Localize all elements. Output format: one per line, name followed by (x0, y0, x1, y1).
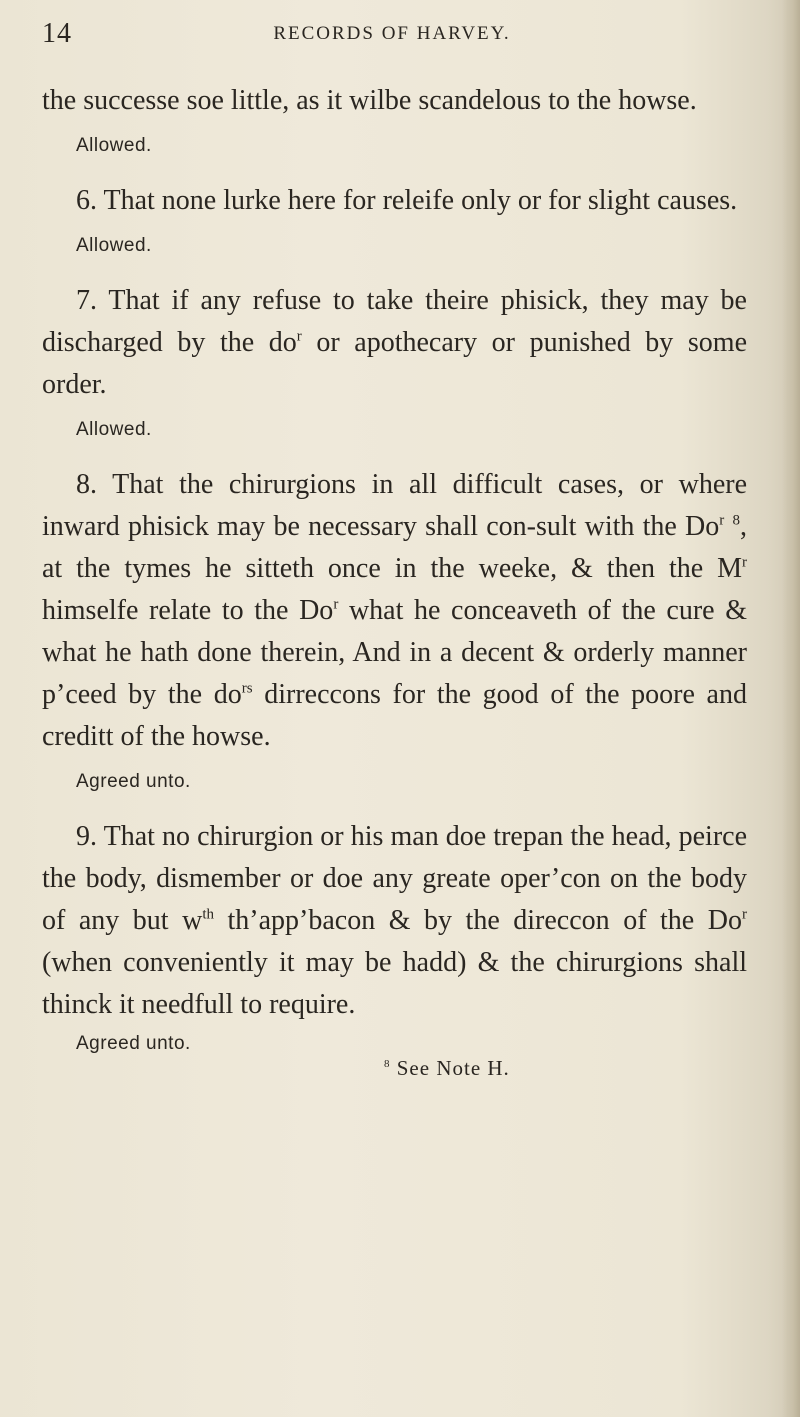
page-header (42, 18, 742, 58)
superscript: r (296, 328, 302, 345)
superscript: r (741, 906, 747, 923)
verdict-agreed: Agreed unto. (76, 1033, 191, 1054)
paragraph-text: 9. That no chirurgion or his man doe trepan the head, peirce the body, dismember or doe any greate oper’con on the body of any but w (42, 821, 747, 936)
running-head: RECORDS OF HARVEY. (273, 23, 511, 44)
paragraph-item-9 (42, 816, 747, 1026)
superscript: r (333, 596, 339, 613)
footnote-reference: 8 (732, 512, 740, 529)
paragraph-text: 8. That the chirurgions in all difficult cases, or where inward phisick may be necessary shall con-sult with the Do (42, 469, 747, 542)
superscript: th (202, 906, 214, 923)
footnote-text: See Note H. (396, 1056, 510, 1080)
page-edge-shadow (782, 0, 800, 1417)
paragraph-text: the successe soe little, as it wilbe scandelous to the howse. (42, 85, 697, 116)
verdict-agreed: Agreed unto. (76, 771, 191, 792)
paragraph-text: dirreccons for the good of the poore and creditt of the howse. (42, 679, 747, 752)
paragraph-text: or apothecary or punished by some order. (42, 327, 747, 400)
verdict-allowed: Allowed. (76, 135, 152, 156)
superscript: r (742, 554, 747, 571)
page-number: 14 (42, 18, 72, 49)
footer-line (42, 1026, 747, 1080)
footnote (384, 1056, 510, 1081)
paragraph-item-6 (42, 180, 747, 222)
paragraph-text: (when conveniently it may be hadd) & the chirurgions shall thinck it needfull to require. (42, 947, 747, 1020)
paragraph-item-7 (42, 280, 747, 406)
paragraph-text: 7. That if any refuse to take theire phisick, they may be discharged by the do (42, 285, 747, 358)
footnote-marker: 8 (384, 1058, 391, 1070)
paragraph-item-8 (42, 464, 747, 758)
space (724, 511, 732, 542)
superscript: rs (241, 680, 253, 697)
paragraph-text: th’app’bacon & by the direccon of the Do (213, 905, 742, 936)
paragraph-intro (42, 80, 747, 122)
paragraph-text: , at the tymes he sitteth once in the weeke, & then the M (42, 511, 747, 584)
body-text (42, 80, 747, 1080)
superscript: r (719, 512, 725, 529)
verdict-allowed: Allowed. (76, 235, 152, 256)
verdict-allowed: Allowed. (76, 419, 152, 440)
paragraph-text: himselfe relate to the Do (42, 595, 334, 626)
paragraph-text: 6. That none lurke here for releife only or for slight causes. (76, 185, 738, 216)
paragraph-text: what he conceaveth of the cure & what he hath done therein, And in a decent & orderly manner p’ceed by the do (42, 595, 747, 710)
